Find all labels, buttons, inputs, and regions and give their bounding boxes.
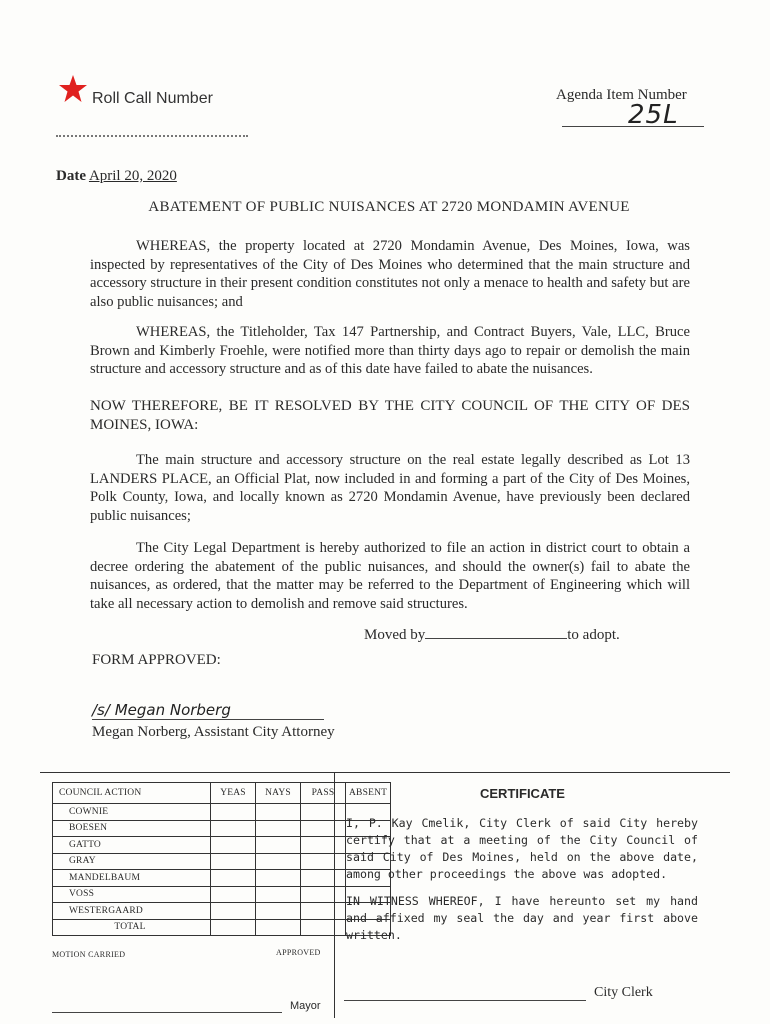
mayor-label: Mayor: [290, 1000, 321, 1012]
vote-cell: [211, 870, 256, 887]
vote-cell: [211, 820, 256, 837]
vote-cell: [256, 804, 301, 821]
approved-label: APPROVED: [276, 948, 321, 957]
table-row: [53, 886, 391, 903]
clerk-signature-line: [344, 1000, 586, 1001]
vote-cell: [256, 903, 301, 920]
certificate-title: CERTIFICATE: [480, 786, 565, 801]
paragraph-whereas-2: WHEREAS, the Titleholder, Tax 147 Partnership, and Contract Buyers, Vale, LLC, Bruce Brown and Kimberly Froehle, were notified more than thirty days ago to repair or demolish the main structure and accessory structure and as of this date have failed to abate the nuisances.: [90, 324, 690, 377]
star-icon: [58, 74, 88, 104]
member-name: BOESEN: [53, 820, 211, 837]
vote-cell: [301, 837, 346, 854]
paragraph-legal: The City Legal Department is hereby authorized to file an action in district court to obtain a decree ordering the abatement of the public nuisances, and should the owner(s) fail to abate the nuisances, as ordered, that the matter may be referred to the Department of Engineering which will take all necessary action to demolish and remove said structures.: [90, 540, 690, 612]
to-adopt-label: to adopt.: [567, 627, 620, 643]
paragraph-whereas-1: WHEREAS, the property located at 2720 Mondamin Avenue, Des Moines, Iowa, was inspected by representatives of the City of Des Moines who determined that the main structure and accessory structure in their present condition constitutes not only a menace to health and safety but are also public nuisances; and: [90, 238, 690, 310]
member-name: MANDELBAUM: [53, 870, 211, 887]
header-yeas: YEAS: [211, 783, 256, 804]
vote-cell: [211, 853, 256, 870]
attorney-signature: /s/ Megan Norberg: [92, 701, 231, 719]
roll-call-dotted-line: [56, 135, 248, 137]
member-name: WESTERGAARD: [53, 903, 211, 920]
form-approved-label: FORM APPROVED:: [92, 652, 221, 668]
agenda-item-label: Agenda Item Number: [556, 87, 687, 103]
member-name: GRAY: [53, 853, 211, 870]
header-nays: NAYS: [256, 783, 301, 804]
total-label: TOTAL: [53, 919, 211, 936]
vote-cell: [301, 820, 346, 837]
vote-cell: [256, 853, 301, 870]
vote-cell: [211, 903, 256, 920]
vote-cell: [301, 903, 346, 920]
vote-cell: [301, 886, 346, 903]
date-line: [56, 168, 177, 185]
table-total-row: [53, 919, 391, 936]
city-clerk-label: City Clerk: [594, 985, 653, 1000]
table-row: [53, 870, 391, 887]
vote-cell: [256, 870, 301, 887]
vote-cell: [256, 820, 301, 837]
header-council-action: COUNCIL ACTION: [53, 783, 211, 804]
certificate-text: I, P. Kay Cmelik, City Clerk of said City hereby certify that at a meeting of the City Council of said City of Des Moines, held on the above date, among other proceedings the above was adopted.: [346, 816, 698, 881]
document-title: ABATEMENT OF PUBLIC NUISANCES AT 2720 MONDAMIN AVENUE: [148, 199, 630, 215]
table-header-row: [53, 783, 391, 804]
member-name: VOSS: [53, 886, 211, 903]
witness-text: IN WITNESS WHEREOF, I have hereunto set my hand and affixed my seal the day and year first above written.: [346, 894, 698, 942]
header-absent: ABSENT: [346, 783, 391, 804]
roll-call-label: Roll Call Number: [92, 90, 213, 107]
date-label: Date: [56, 168, 86, 184]
vote-cell: [211, 804, 256, 821]
table-row: [53, 837, 391, 854]
member-name: GATTO: [53, 837, 211, 854]
vote-cell: [211, 886, 256, 903]
table-row: [53, 820, 391, 837]
vote-cell: [301, 870, 346, 887]
paragraph-resolved: NOW THEREFORE, BE IT RESOLVED BY THE CITY COUNCIL OF THE CITY OF DES MOINES, IOWA:: [90, 398, 690, 433]
motion-carried-label: MOTION CARRIED: [52, 950, 126, 959]
council-action-table: [52, 782, 391, 936]
vote-cell: [301, 804, 346, 821]
vote-cell: [256, 837, 301, 854]
mayor-signature-line: [52, 1012, 282, 1013]
paragraph-structures: The main structure and accessory structure on the real estate legally described as Lot 13 LANDERS PLACE, an Official Plat, now included in and forming a part of the City of Des Moines, Polk County, Iowa, and locally known as 2720 Mondamin Avenue, have previously been declared public nuisances;: [90, 452, 690, 524]
vote-cell: [301, 853, 346, 870]
vote-cell: [211, 837, 256, 854]
moved-by-line: [364, 626, 620, 644]
table-row: [53, 903, 391, 920]
member-name: COWNIE: [53, 804, 211, 821]
attorney-name: Megan Norberg, Assistant City Attorney: [92, 724, 335, 740]
vote-cell: [256, 919, 301, 936]
section-divider: [40, 772, 730, 773]
vote-cell: [256, 886, 301, 903]
table-row: [53, 853, 391, 870]
moved-by-blank: [425, 626, 567, 639]
vote-cell: [211, 919, 256, 936]
signature-line: [92, 719, 324, 720]
moved-by-label: Moved by: [364, 627, 426, 643]
agenda-number-line: [562, 126, 704, 127]
agenda-item-number: 25L: [628, 100, 679, 130]
table-row: [53, 804, 391, 821]
vote-cell: [301, 919, 346, 936]
header-pass: PASS: [301, 783, 346, 804]
date-value: April 20, 2020: [88, 168, 177, 184]
